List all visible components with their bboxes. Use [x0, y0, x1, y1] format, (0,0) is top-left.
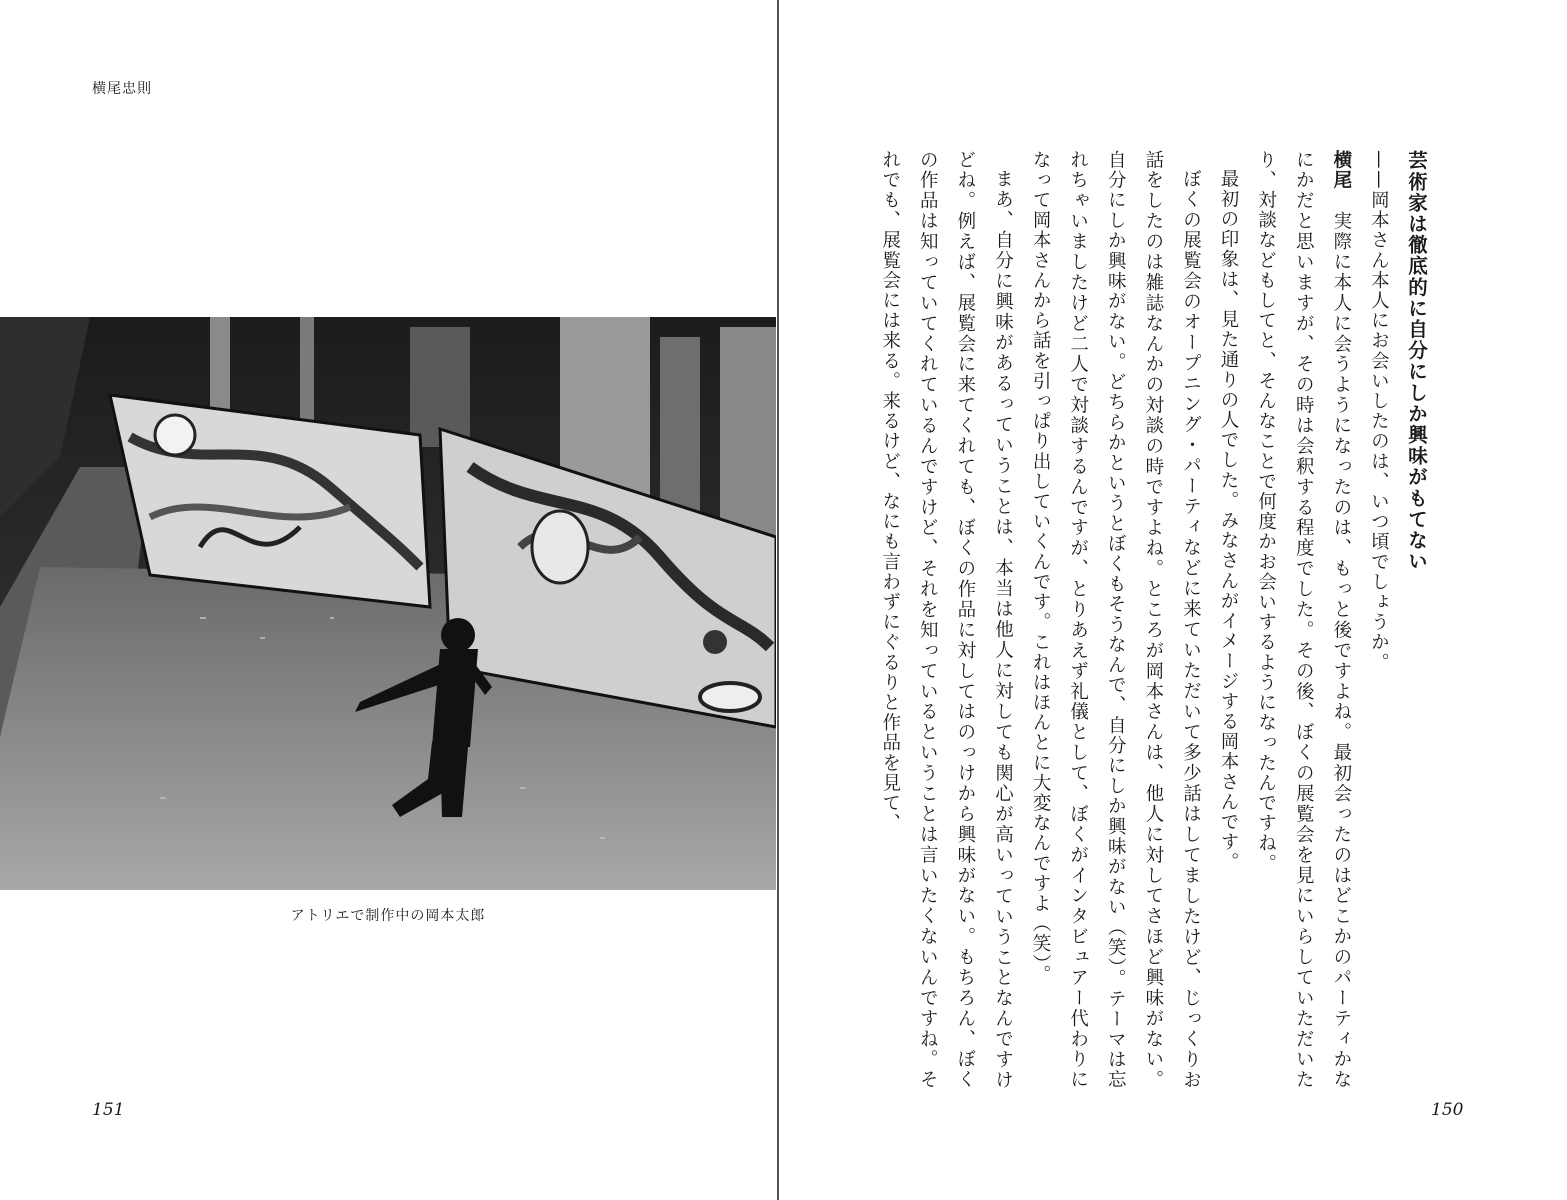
interviewer-question: ——岡本さん本人にお会いしたのは、いつ頃でしょうか。: [1368, 150, 1390, 673]
paragraph-1-text: 実際に本人に会うようになったのは、もっと後ですよね。最初会ったのはどこかのパーティかなにかだと思いますが、その時は会釈する程度でした。その後、ぼくの展覧会を見にいらしていただいたり、対談などもしてと、そんなことで何度かお会いするようになったんですね。: [1255, 150, 1352, 1090]
answer-paragraph-2: 最初の印象は、見た通りの人でした。みなさんがイメージする岡本さんです。: [1218, 168, 1240, 872]
section-heading: 芸術家は徹底的に自分にしか興味がもてない: [1405, 150, 1428, 572]
answer-paragraph-4: まあ、自分に興味があるっていうことは、本当は他人に対しても関心が高いっていうことなんですけどね。例えば、展覧会に来てくれても、ぼくの作品に対してはのっけから興味がない。もちろん、ぼくの作品は知っていてくれているんですけど、それを知っているということは言いたくないんですね。それでも、展覧会には来る。来るけど、なにも言わずにぐるりと作品を見て、: [879, 150, 1014, 1090]
speaker-gap: [1331, 191, 1352, 211]
answer-paragraph-3: ぼくの展覧会のオープニング・パーティなどに来ていただいて多少話はしてましたけど、じっくりお話をしたのは雑誌なんかの対談の時ですよね。ところが岡本さんは、他人に対してさほど興味がない。自分にしか興味がない。どちらかというとぼくもそうなんで、自分にしか興味がない（笑）。テーマは忘れちゃいましたけど二人で対談するんですが、とりあえず礼儀として、ぼくがインタビュアー代わりになって岡本さんから話を引っぱり出していくんです。これはほんとに大変なんですよ（笑）。: [1030, 150, 1202, 1090]
running-head: 横尾忠則: [92, 81, 152, 97]
atelier-photograph: [0, 317, 776, 890]
vertical-body-text: [871, 150, 1435, 1090]
left-page: [0, 0, 778, 1200]
right-page: [779, 0, 1567, 1200]
photo-illustration: [0, 317, 776, 890]
page-number-left: 151: [92, 1100, 125, 1120]
speaker-label: 横尾: [1330, 150, 1352, 191]
photo-caption: アトリエで制作中の岡本太郎: [290, 908, 486, 924]
page-number-right: 150: [1431, 1100, 1464, 1120]
answer-paragraph-1: [1247, 150, 1360, 1090]
